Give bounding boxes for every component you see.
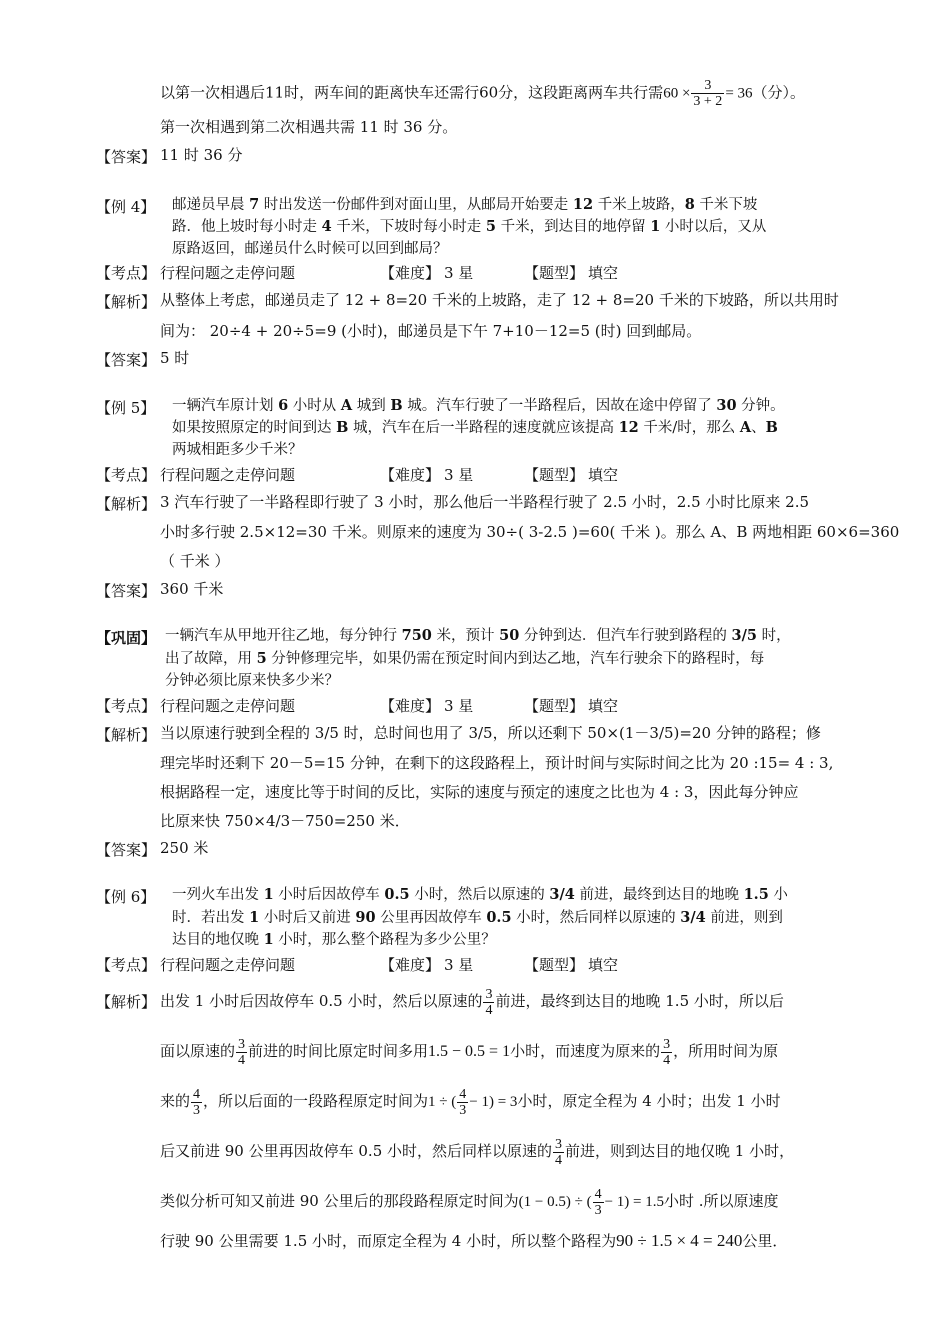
ex4-question-line-2: 路．他上坡时每小时走 4 千米，下坡时每小时走 5 千米，到达目的地停留 1 小时以后，又从 bbox=[172, 218, 767, 235]
gonggu-answer: 250 米 bbox=[160, 839, 209, 857]
fraction: $\frac{3}{4}$ bbox=[485, 986, 493, 1018]
jiexi-label: 【解析】 bbox=[96, 993, 157, 1011]
math-expr: (1 − 0.5) ÷ ( bbox=[518, 1194, 592, 1210]
kaodian-value: 行程问题之走停问题 bbox=[160, 466, 296, 484]
tixing-label: 【题型】 bbox=[524, 466, 585, 484]
ex5-analysis-line-3: （ 千米 ） bbox=[160, 552, 230, 570]
kaodian-label: 【考点】 bbox=[96, 697, 157, 715]
jiexi-label: 【解析】 bbox=[96, 495, 157, 513]
ex6-question-line-3: 达目的地仅晚 1 小时，那么整个路程为多少公里？ bbox=[172, 931, 496, 948]
math-expr: 1 ÷ ( bbox=[428, 1094, 457, 1110]
tixing-value: 填空 bbox=[588, 466, 619, 484]
tixing-value: 填空 bbox=[588, 956, 619, 974]
jiexi-label: 【解析】 bbox=[96, 726, 157, 744]
kaodian-value: 行程问题之走停问题 bbox=[160, 264, 296, 282]
example-5-tag: 【例 5】 bbox=[96, 399, 156, 417]
nandu-value: 3 星 bbox=[444, 264, 474, 282]
gonggu-tag: 【巩固】 bbox=[96, 629, 157, 647]
fraction: $\frac{4}{3}$ bbox=[459, 1086, 467, 1118]
ex6-analysis-line-6: 行驶 90 公里需要 1.5 小时，而原定全程为 4 小时，所以整个路程为90 ÷ 1.5 × 4 = 240公里． bbox=[160, 1231, 788, 1250]
ex6-question-line-2: 时．若出发 1 小时后又前进 90 公里再因故停车 0.5 小时，然后同样以原速的 3/4 前进，则到 bbox=[172, 909, 783, 926]
fraction: $\frac{3}{4}$ bbox=[238, 1036, 246, 1068]
tixing-label: 【题型】 bbox=[524, 264, 585, 282]
kaodian-label: 【考点】 bbox=[96, 956, 157, 974]
ex5-analysis-line-1: 3 汽车行驶了一半路程即行驶了 3 小时，那么他后一半路程行驶了 2.5 小时，2.5 小时比原来 2.5 bbox=[160, 493, 810, 511]
ex5-question-line-2: 如果按照原定的时间到达 B 城，汽车在后一半路程的速度就应该提高 12 千米/时，那么 A、B bbox=[172, 419, 778, 436]
ex4-question-line-1: 邮递员早晨 7 时出发送一份邮件到对面山里，从邮局开始要走 12 千米上坡路，8 千米下坡 bbox=[172, 196, 758, 213]
math-expr: 1.5 − 0.5 = 1 bbox=[428, 1043, 511, 1060]
kaodian-value: 行程问题之走停问题 bbox=[160, 956, 296, 974]
ex6-analysis-line-1: 出发 1 小时后因故停车 0.5 小时，然后以原速的 $\frac{3}{4}$ 前进，最终到达目的地晚 1.5 小时，所以后 bbox=[160, 986, 784, 1018]
kaodian-value: 行程问题之走停问题 bbox=[160, 697, 296, 715]
gonggu-analysis-line-4: 比原来快 750×4/3－750=250 米． bbox=[160, 812, 410, 830]
tixing-value: 填空 bbox=[588, 697, 619, 715]
answer-text: 11 时 36 分 bbox=[160, 146, 243, 164]
nandu-value: 3 星 bbox=[444, 956, 474, 974]
ex5-analysis-line-2: 小时多行驶 2.5×12=30 千米。则原来的速度为 30÷( 3-2.5 )=60( 千米 )。那么 A、B 两地相距 60×6=360 bbox=[160, 523, 900, 541]
ex6-analysis-line-3: 来的 $\frac{4}{3}$ ，所以后面的一段路程原定时间为1 ÷ ( $\frac{4}{3}$ − 1) = 3小时，原定全程为 4 小时；出发 1 小时 bbox=[160, 1086, 781, 1118]
fraction: $\frac{3}{3 + 2}$ bbox=[693, 78, 723, 109]
ex6-analysis-line-2: 面以原速的 $\frac{3}{4}$ 前进的时间比原定时间多用1.5 − 0.5 = 1小时，而速度为原来的 $\frac{3}{4}$ ，所用时间为原 bbox=[160, 1036, 779, 1068]
answer-label: 【答案】 bbox=[96, 148, 157, 166]
tixing-label: 【题型】 bbox=[524, 697, 585, 715]
tixing-label: 【题型】 bbox=[524, 956, 585, 974]
fraction: $\frac{3}{4}$ bbox=[663, 1036, 671, 1068]
nandu-label: 【难度】 bbox=[380, 466, 441, 484]
ex6-analysis-line-4: 后又前进 90 公里再因故停车 0.5 小时，然后同样以原速的 $\frac{3}{4}$ 前进，则到达目的地仅晚 1 小时， bbox=[160, 1136, 795, 1168]
ex6-analysis-line-5: 类似分析可知又前进 90 公里后的那段路程原定时间为(1 − 0.5) ÷ ( $\frac{4}{3}$ − 1) = 1.5小时 .所以原速度 bbox=[160, 1186, 779, 1218]
example-4-tag: 【例 4】 bbox=[96, 198, 156, 216]
ex5-answer: 360 千米 bbox=[160, 580, 224, 598]
gonggu-question-line-3: 分钟必须比原来快多少米？ bbox=[165, 673, 339, 689]
gonggu-question-line-2: 出了故障，用 5 分钟修理完毕，如果仍需在预定时间内到达乙地，汽车行驶余下的路程时，每 bbox=[165, 650, 765, 667]
fraction: $\frac{4}{3}$ bbox=[594, 1186, 602, 1218]
top-line-1: 以第一次相遇后11时，两车间的距离快车还需行60分，这段距离两车共行需60 × $\frac{3}{3 + 2}$ = 36（分）。 bbox=[160, 78, 806, 109]
nandu-label: 【难度】 bbox=[380, 697, 441, 715]
answer-label: 【答案】 bbox=[96, 582, 157, 600]
nandu-value: 3 星 bbox=[444, 697, 474, 715]
ex5-question-line-1: 一辆汽车原计划 6 小时从 A 城到 B 城。汽车行驶了一半路程后，因故在途中停留了 30 分钟。 bbox=[172, 397, 785, 414]
ex4-question-line-3: 原路返回，邮递员什么时候可以回到邮局？ bbox=[172, 241, 448, 257]
kaodian-label: 【考点】 bbox=[96, 264, 157, 282]
kaodian-label: 【考点】 bbox=[96, 466, 157, 484]
math-expr: 90 ÷ 1.5 × 4 = 240 bbox=[616, 1231, 743, 1250]
nandu-value: 3 星 bbox=[444, 466, 474, 484]
example-6-tag: 【例 6】 bbox=[96, 888, 156, 906]
ex4-analysis-line-1: 从整体上考虑，邮递员走了 12 + 8=20 千米的上坡路，走了 12 + 8=20 千米的下坡路，所以共用时 bbox=[160, 291, 839, 309]
answer-label: 【答案】 bbox=[96, 351, 157, 369]
gonggu-analysis-line-3: 根据路程一定，速度比等于时间的反比，实际的速度与预定的速度之比也为 4 : 3，因此每分钟应 bbox=[160, 783, 799, 801]
math-expr: 60 × bbox=[663, 85, 691, 102]
ex5-question-line-3: 两城相距多少千米？ bbox=[172, 442, 303, 458]
top-line-2: 第一次相遇到第二次相遇共需 11 时 36 分。 bbox=[160, 118, 458, 136]
fraction: $\frac{3}{4}$ bbox=[555, 1136, 563, 1168]
ex6-question-line-1: 一列火车出发 1 小时后因故停车 0.5 小时，然后以原速的 3/4 前进，最终到达目的地晚 1.5 小 bbox=[172, 886, 788, 903]
gonggu-analysis-line-1: 当以原速行驶到全程的 3/5 时，总时间也用了 3/5，所以还剩下 50×(1－3/5)=20 分钟的路程；修 bbox=[160, 724, 821, 742]
tixing-value: 填空 bbox=[588, 264, 619, 282]
ex4-answer: 5 时 bbox=[160, 349, 190, 367]
answer-label: 【答案】 bbox=[96, 841, 157, 859]
gonggu-analysis-line-2: 理完毕时还剩下 20－5=15 分钟，在剩下的这段路程上，预计时间与实际时间之比为 20 :15= 4 : 3, bbox=[160, 754, 834, 772]
ex4-analysis-line-2: 间为： 20÷4 + 20÷5=9 (小时)，邮递员是下午 7+10－12=5 (时) 回到邮局。 bbox=[160, 322, 702, 340]
nandu-label: 【难度】 bbox=[380, 956, 441, 974]
gonggu-question-line-1: 一辆汽车从甲地开往乙地，每分钟行 750 米，预计 50 分钟到达．但汽车行驶到路程的 3/5 时， bbox=[165, 627, 791, 644]
fraction: $\frac{4}{3}$ bbox=[193, 1086, 201, 1118]
jiexi-label: 【解析】 bbox=[96, 293, 157, 311]
nandu-label: 【难度】 bbox=[380, 264, 441, 282]
